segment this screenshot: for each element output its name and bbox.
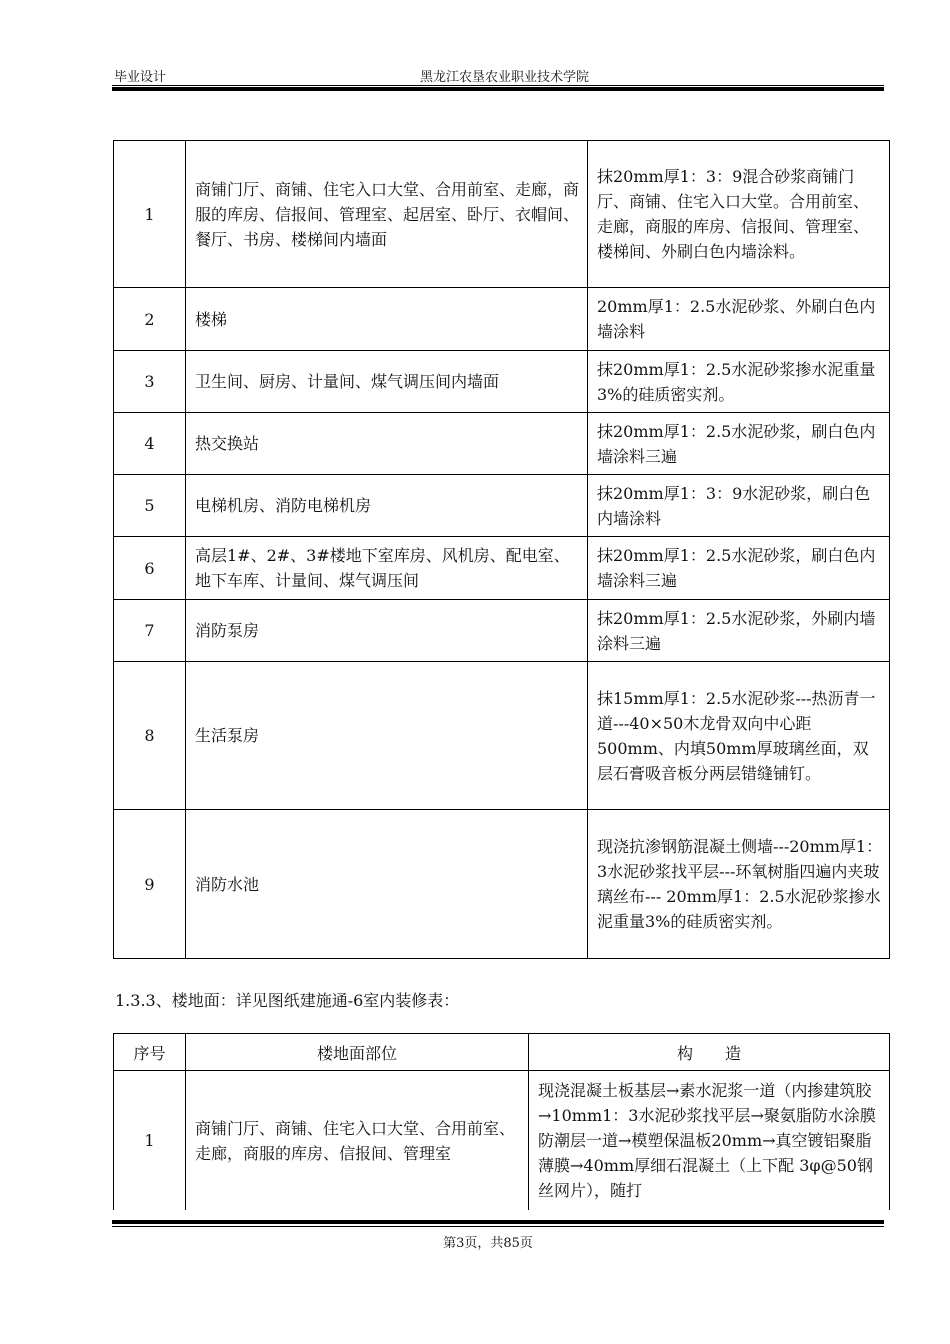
page-header-left: 毕业设计 bbox=[114, 70, 167, 85]
table-row bbox=[114, 662, 890, 810]
row-number: 6 bbox=[114, 537, 186, 600]
column-header-number: 序号 bbox=[114, 1034, 186, 1071]
table-row bbox=[114, 475, 890, 537]
finish-area: 卫生间、厨房、计量间、煤气调压间内墙面 bbox=[186, 351, 588, 413]
table-row bbox=[114, 600, 890, 662]
floor-finish-table bbox=[113, 1033, 890, 1210]
page-header-right: 黑龙江农垦农业职业技术学院 bbox=[420, 70, 590, 85]
construction-method: 抹20mm厚1：2.5水泥砂浆掺水泥重量3%的硅质密实剂。 bbox=[588, 351, 890, 413]
row-number: 8 bbox=[114, 662, 186, 810]
finish-area: 生活泵房 bbox=[186, 662, 588, 810]
finish-area: 商铺门厅、商铺、住宅入口大堂、合用前室、走廊，商服的库房、信报间、管理室、起居室、卧厅、衣帽间、餐厅、书房、楼梯间内墙面 bbox=[186, 141, 588, 288]
column-header-area: 楼地面部位 bbox=[186, 1034, 529, 1071]
finish-area: 电梯机房、消防电梯机房 bbox=[186, 475, 588, 537]
table-row bbox=[114, 288, 890, 351]
row-number: 4 bbox=[114, 413, 186, 475]
section-heading: 1.3.3、楼地面：详见图纸建施通-6室内装修表： bbox=[115, 991, 460, 1010]
table-row bbox=[114, 537, 890, 600]
finish-area: 楼梯 bbox=[186, 288, 588, 351]
finish-area: 热交换站 bbox=[186, 413, 588, 475]
construction-method: 20mm厚1：2.5水泥砂浆、外刷白色内墙涂料 bbox=[588, 288, 890, 351]
row-number: 9 bbox=[114, 810, 186, 959]
footer-rule-thin bbox=[112, 1226, 884, 1227]
finish-area: 消防水池 bbox=[186, 810, 588, 959]
column-header-construction: 构 造 bbox=[529, 1034, 890, 1071]
page-number: 第3页，共85页 bbox=[443, 1236, 533, 1251]
row-number: 5 bbox=[114, 475, 186, 537]
footer-rule-thick bbox=[112, 1220, 884, 1224]
construction-method: 抹20mm厚1：2.5水泥砂浆，外刷内墙涂料三遍 bbox=[588, 600, 890, 662]
construction-method: 现浇混凝土板基层→素水泥浆一道（内掺建筑胶→10mm1：3水泥砂浆找平层→聚氨脂防水涂膜防潮层一道→模塑保温板20mm→真空镀铝聚脂薄膜→40mm厚细石混凝土（上下配 3φ@50钢丝网片），随打 bbox=[529, 1071, 890, 1211]
row-number: 2 bbox=[114, 288, 186, 351]
table-row bbox=[114, 413, 890, 475]
table-row bbox=[114, 141, 890, 288]
finish-area: 高层1#、2#、3#楼地下室库房、风机房、配电室、地下车库、计量间、煤气调压间 bbox=[186, 537, 588, 600]
finish-area: 商铺门厅、商铺、住宅入口大堂、合用前室、走廊，商服的库房、信报间、管理室 bbox=[186, 1071, 529, 1211]
row-number: 3 bbox=[114, 351, 186, 413]
construction-method: 抹20mm厚1：2.5水泥砂浆，刷白色内墙涂料三遍 bbox=[588, 537, 890, 600]
row-number: 7 bbox=[114, 600, 186, 662]
table-row bbox=[114, 810, 890, 959]
table-row bbox=[114, 1071, 890, 1211]
table-header-row bbox=[114, 1034, 890, 1071]
construction-method: 抹20mm厚1：3：9混合砂浆商铺门厅、商铺、住宅入口大堂。合用前室、走廊，商服的库房、信报间、管理室、楼梯间、外刷白色内墙涂料。 bbox=[588, 141, 890, 288]
construction-method: 抹15mm厚1：2.5水泥砂浆---热沥青一道---40×50木龙骨双向中心距500mm、内填50mm厚玻璃丝面，双层石膏吸音板分两层错缝铺钉。 bbox=[588, 662, 890, 810]
construction-method: 抹20mm厚1：3：9水泥砂浆，刷白色内墙涂料 bbox=[588, 475, 890, 537]
wall-finish-table bbox=[113, 140, 890, 959]
row-number: 1 bbox=[114, 1071, 186, 1211]
construction-method: 现浇抗渗钢筋混凝土侧墙---20mm厚1：3水泥砂浆找平层---环氧树脂四遍内夹玻璃丝布--- 20mm厚1：2.5水泥砂浆掺水泥重量3%的硅质密实剂。 bbox=[588, 810, 890, 959]
finish-area: 消防泵房 bbox=[186, 600, 588, 662]
row-number: 1 bbox=[114, 141, 186, 288]
construction-method: 抹20mm厚1：2.5水泥砂浆，刷白色内墙涂料三遍 bbox=[588, 413, 890, 475]
table-row bbox=[114, 351, 890, 413]
